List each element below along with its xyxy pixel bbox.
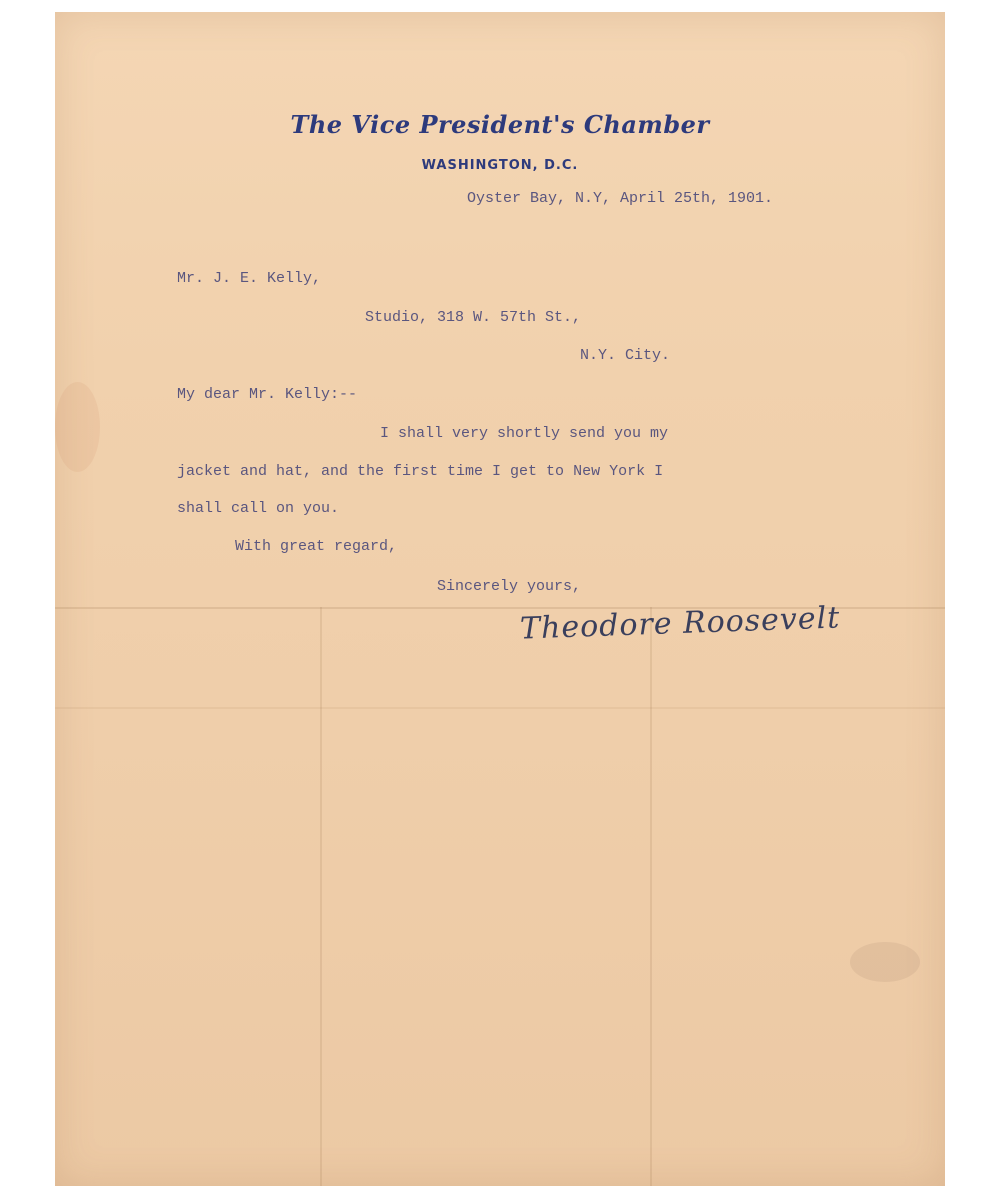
letterhead-title: The Vice President's Chamber bbox=[290, 110, 710, 139]
body-line-3: shall call on you. bbox=[177, 500, 340, 517]
vertical-fold-right bbox=[650, 607, 652, 1186]
recipient-name: Mr. J. E. Kelly, bbox=[177, 270, 322, 287]
letterhead-city: WASHINGTON, D.C. bbox=[421, 158, 579, 173]
horizontal-crease bbox=[55, 707, 945, 709]
letter-sheet bbox=[55, 12, 945, 1186]
closing-line: Sincerely yours, bbox=[437, 578, 582, 595]
paper-stain bbox=[850, 942, 920, 982]
date-line: Oyster Bay, N.Y, April 25th, 1901. bbox=[467, 190, 774, 207]
recipient-street: Studio, 318 W. 57th St., bbox=[365, 309, 582, 326]
vertical-fold-left bbox=[320, 607, 322, 1186]
handwritten-signature: Theodore Roosevelt bbox=[519, 600, 841, 647]
edge-stain bbox=[55, 382, 100, 472]
body-line-1: I shall very shortly send you my bbox=[380, 425, 669, 442]
regards-line: With great regard, bbox=[235, 538, 398, 555]
salutation: My dear Mr. Kelly:-- bbox=[177, 386, 358, 403]
recipient-city: N.Y. City. bbox=[580, 347, 671, 364]
body-line-2: jacket and hat, and the first time I get to New York I bbox=[177, 463, 664, 480]
